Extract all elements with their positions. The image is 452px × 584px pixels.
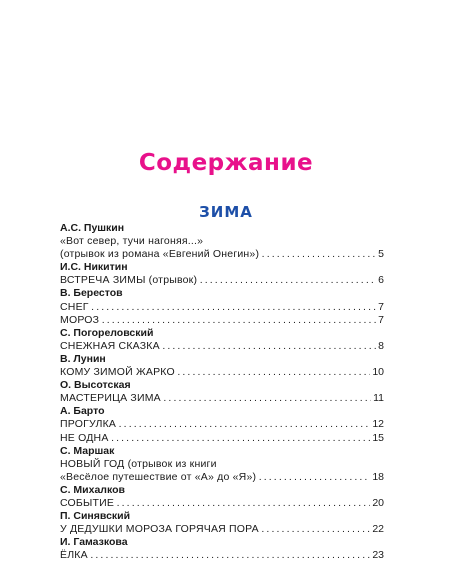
toc-entry [60, 418, 384, 431]
toc-author: С. Михалков [60, 483, 125, 496]
toc-entry [60, 523, 384, 536]
toc-page-number: 22 [372, 523, 384, 536]
toc-entry-title [60, 274, 376, 287]
toc-entry-title-text: СОБЫТИЕ [60, 496, 115, 509]
toc-entry-title [60, 418, 370, 431]
toc-entry [60, 274, 384, 287]
toc-entry-title [60, 432, 370, 445]
toc-page-number: 7 [378, 300, 384, 313]
toc-entry-title-text: У ДЕДУШКИ МОРОЗА ГОРЯЧАЯ ПОРА [60, 523, 259, 536]
toc-page-number: 20 [372, 496, 384, 509]
toc-author: П. Синявский [60, 510, 131, 523]
toc-entry-title [60, 523, 370, 536]
toc-entry-title [60, 340, 376, 353]
toc-entry-title-text: ЁЛКА [60, 549, 88, 562]
toc-entry-title-text: СНЕГ [60, 300, 89, 313]
toc-entry-title-text: МАСТЕРИЦА ЗИМА [60, 392, 161, 405]
toc-author: В. Берестов [60, 287, 123, 300]
toc-entry [60, 235, 384, 248]
toc-entry [60, 497, 384, 510]
toc-entry-title-text: МОРОЗ [60, 313, 100, 326]
toc-author: С. Погореловский [60, 326, 154, 339]
toc-entry [60, 314, 384, 327]
toc-entry-title-text: СНЕЖНАЯ СКАЗКА [60, 339, 160, 352]
toc-page-number: 8 [378, 339, 384, 352]
toc-author: В. Лунин [60, 352, 106, 365]
toc-page-number: 6 [378, 274, 384, 287]
toc-page-number: 7 [378, 313, 384, 326]
toc-author: И. Гамазкова [60, 536, 128, 549]
table-of-contents [60, 222, 384, 562]
toc-entry-title [60, 497, 370, 510]
toc-entry-title [60, 392, 371, 405]
toc-entry-title-text: ВСТРЕЧА ЗИМЫ (отрывок) [60, 274, 198, 287]
toc-entry-title [60, 471, 370, 484]
toc-entry [60, 301, 384, 314]
toc-entry [60, 340, 384, 353]
toc-entry-title [60, 366, 370, 379]
toc-author: И.С. Никитин [60, 261, 128, 274]
toc-entry [60, 458, 384, 471]
toc-entry-title [60, 301, 376, 314]
toc-page-number: 5 [378, 248, 384, 261]
toc-entry-title-text: ПРОГУЛКА [60, 418, 117, 431]
page-title: Содержание [138, 150, 314, 176]
toc-author: А.С. Пушкин [60, 222, 125, 234]
toc-entry-title [60, 549, 370, 562]
toc-entry [60, 549, 384, 562]
toc-page-number: 12 [372, 418, 384, 431]
toc-entry [60, 471, 384, 484]
toc-entry [60, 366, 384, 379]
toc-entry [60, 392, 384, 405]
section-title: ЗИМА [199, 203, 253, 221]
toc-entry-title [60, 314, 376, 327]
toc-entry-title-text: «Весёлое путешествие от «А» до «Я») [60, 470, 257, 483]
toc-entry-title-text: «Вот север, тучи нагоняя...» [60, 235, 204, 248]
toc-page-number: 10 [372, 366, 384, 379]
toc-page-number: 11 [373, 392, 384, 405]
toc-page-number: 18 [372, 470, 384, 483]
toc-entry-title-text: КОМУ ЗИМОЙ ЖАРКО [60, 366, 175, 379]
toc-entry-title-text: НОВЫЙ ГОД (отрывок из книги [60, 457, 217, 470]
toc-entry [60, 248, 384, 261]
toc-page-number: 23 [372, 549, 384, 562]
toc-entry-title [60, 248, 376, 261]
toc-entry [60, 432, 384, 445]
toc-entry-title [60, 235, 384, 248]
toc-entry-title-text: НЕ ОДНА [60, 431, 109, 444]
toc-author: С. Маршак [60, 444, 115, 457]
toc-author: О. Высотская [60, 379, 131, 392]
toc-page-number: 15 [372, 431, 384, 444]
toc-entry-title [60, 458, 384, 471]
toc-entry-title-text: (отрывок из романа «Евгений Онегин») [60, 248, 260, 261]
toc-author: А. Барто [60, 405, 105, 418]
